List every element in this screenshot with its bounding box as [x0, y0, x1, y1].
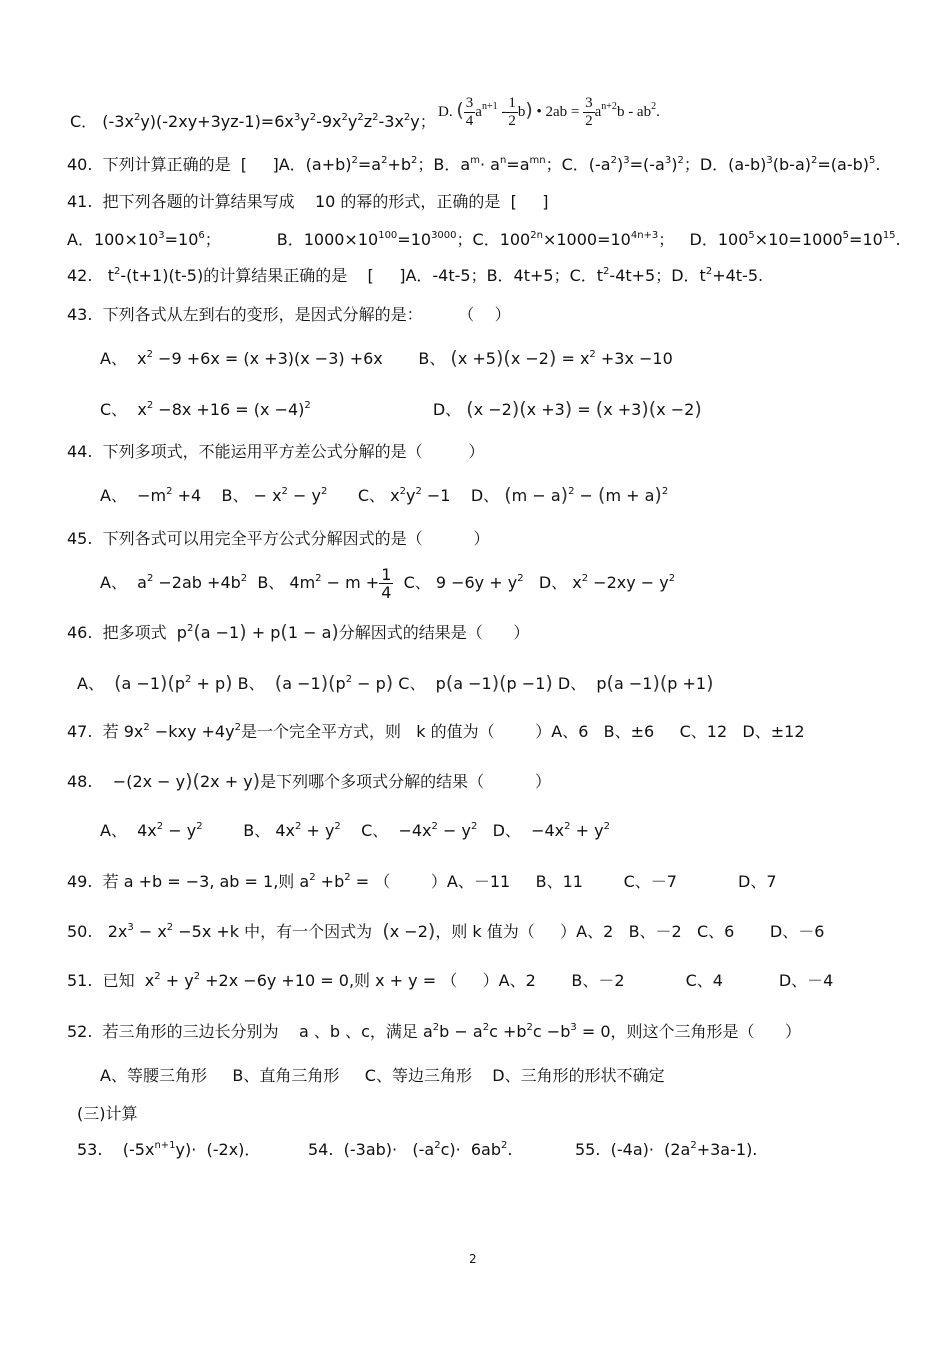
question-52: 52. 若三角形的三边长分别为 a 、b 、c，满足 $a^2b - a^2c +b^2c -b^3 = 0$，则这个三角形是（ ）	[67, 1022, 802, 1041]
option-c-line-39: C． $(-3x^2y)(-2xy+3yz-1)=6x^3y^2-9x^2y^2z^2-3x^2y$；	[70, 112, 436, 131]
question-43-options-cd: C、 $x^2 -8x +16 = (x -4)^2$ D、 (x −2)(x +3) = (x +3)(x −2)	[100, 398, 702, 420]
question-45: 45. 下列各式可以用完全平方公式分解因式的是（ ）	[67, 529, 490, 548]
question-46: 46. 把多项式 $p^2(a -1) + p(1 - a)$分解因式的结果是（ ）	[67, 621, 530, 643]
question-40: 40. 下列计算正确的是 [ ]A．$(a+b)^2=a^2+b^2$；B．$a^m\cdot a^n=a^{mn}$；C．$(-a^2)^3=(-a^3)^2$；D．$(a-b)^3(b-a)^2=(a-b)^5$.	[67, 155, 881, 174]
question-51: 51. 已知 $x^2 + y^2 +2x -6y +10 = 0$,则 x + y = （ ）A、2 B、－2 C、4 D、－4	[67, 971, 834, 990]
question-41: 41. 把下列各题的计算结果写成 10 的幂的形式，正确的是 [ ]	[67, 192, 549, 211]
question-44-options: A、 $-m^2 +4$ B、 − $x^2 - y^2$ C、 $x^2y^2 -1$ D、 $(m - a)^2 - (m + a)^2$	[100, 484, 669, 506]
question-52-options: A、等腰三角形 B、直角三角形 C、等边三角形 D、三角形的形状不确定	[100, 1066, 665, 1085]
question-45-options: A、 $a^2 -2ab +4b^2$ B、 $4m^2 - m$ + $\frac{1}{4}$ C、 $9 -6y + y^2$ D、 $x^2 -2xy - y^2$	[100, 565, 676, 602]
page-number: 2	[469, 1252, 477, 1266]
question-49: 49. 若 a +b = −3, ab = 1,则 $a^2 +b^2$ = （ ）A、－11 B、11 C、－7 D、7	[67, 872, 777, 891]
question-44: 44. 下列多项式，不能运用平方差公式分解的是（ ）	[67, 442, 485, 461]
question-48: 48. −(2x − y)(2x + y)是下列哪个多项式分解的结果（ ）	[67, 770, 551, 792]
question-46-options: A、 $(a -1)(p^2 + p)$ B、 $(a -1)(p^2 - p)$ C、 p(a −1)(p −1) D、 p(a −1)(p +1)	[77, 672, 714, 694]
question-54: 54. $(-3ab)\cdot (-a^2c)\cdot 6ab^2$.	[308, 1140, 513, 1159]
option-d-line-39: D. ( $\frac{3}{4}$ $a^{n+1}$ - $\frac{1}{2}$ b) • 2ab = $\frac{3}{2}$ $a^{n+2}b - ab^2$.	[438, 95, 660, 130]
section-heading-calc: (三)计算	[77, 1104, 138, 1123]
question-41-options: A．$100\times 10^3=10^6$； B．$1000\times 10^{100}=10^{3000}$；C．$100^{2n}\times 1000=10^{4n+3}$； D．$100^5\times 10=1000^5=10^{15}$.	[67, 230, 901, 249]
question-43-options-ab: A、 $x^2 -9 +6x = (x +3)(x -3) +6x$ B、 $(x +5)(x -2) = x^2 +3x -10$	[100, 347, 673, 369]
question-53: 53. $(-5x^{n+1}y)\cdot (-2x)$．	[77, 1140, 261, 1159]
question-48-options: A、 $4x^2 - y^2$ B、 $4x^2 + y^2$ C、 $-4x^2 - y^2$ D、 $-4x^2 + y^2$	[100, 821, 610, 840]
question-55: 55. $(-4a)\cdot (2a^2+3a-1)$.	[575, 1140, 758, 1159]
question-47: 47. 若 $9x^2 -kxy +4y^2$是一个完全平方式，则 k 的值为（ ）A、6 B、±6 C、12 D、±12	[67, 722, 805, 741]
question-50: 50. $2x^3 - x^2 -5x +k$ 中，有一个因式为 (x −2)，则 k 值为（ ）A、2 B、－2 C、6 D、－6	[67, 920, 825, 942]
question-43: 43. 下列各式从左到右的变形，是因式分解的是： （ ）	[67, 305, 511, 324]
question-42: 42. $t^2-(t+1)(t-5)$的计算结果正确的是 [ ]A．-4t-5；B．4t+5；C．$t^2-4t+5$；D．$t^2+4t-5$.	[67, 266, 764, 285]
